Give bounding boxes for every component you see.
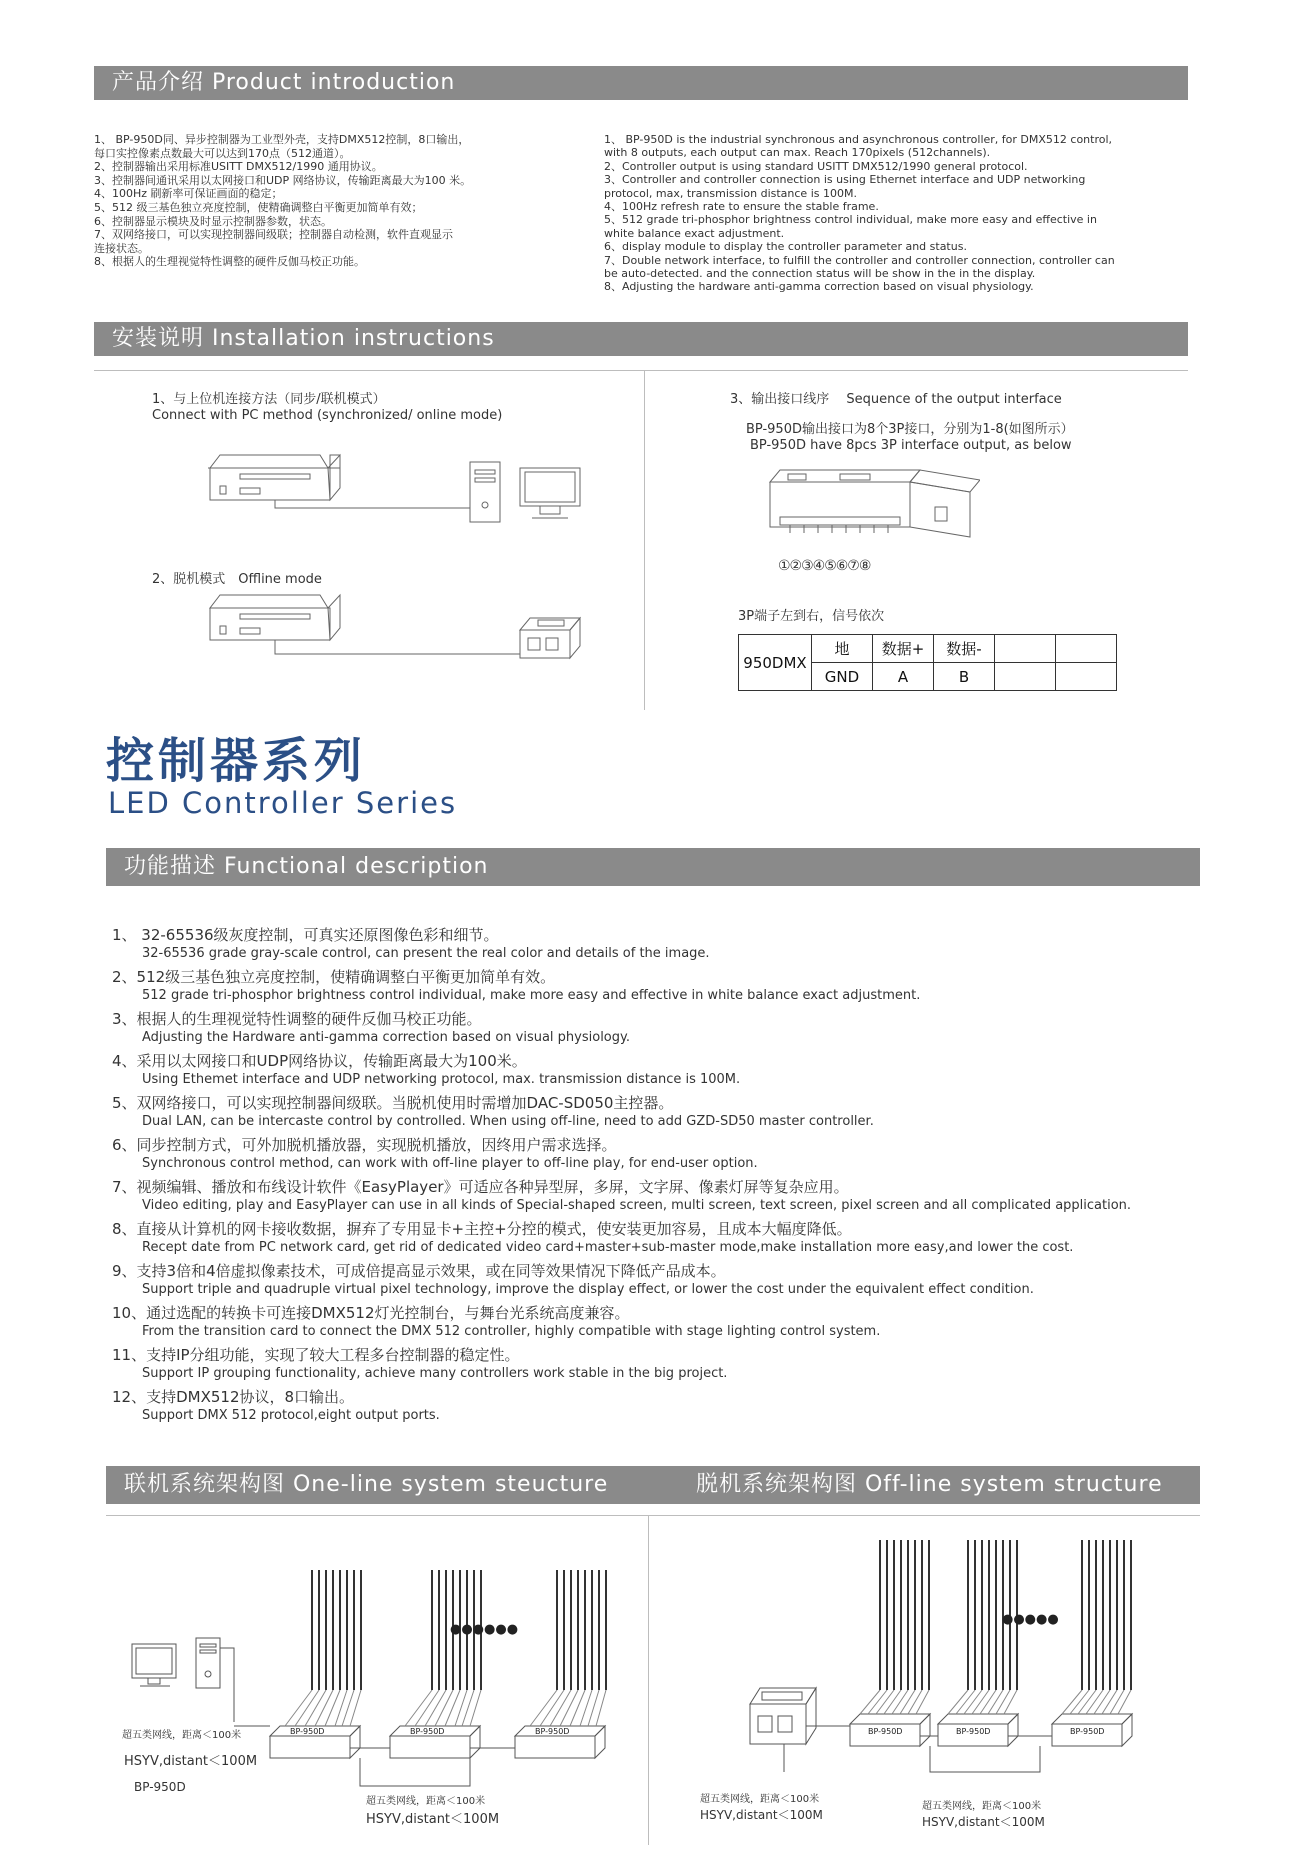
section-header-product-intro: 产品介绍 Product introduction xyxy=(94,66,1188,100)
intro-english-text xyxy=(604,133,1194,294)
intro-zh-line: 连接状态。 xyxy=(94,241,149,255)
pc-connection-zh: 1、与上位机连接方法（同步/联机模式） xyxy=(152,392,386,407)
divider xyxy=(106,1515,1200,1516)
feature-en: From the transition card to connect the DMX 512 controller, highly compatible with stage lighting control system. xyxy=(142,1324,881,1339)
intro-zh-line: 每口实控像素点数最大可以达到170点（512通道）。 xyxy=(94,146,351,160)
feature-zh: 3、根据人的生理视觉特性调整的硬件反伽马校正功能。 xyxy=(112,1010,482,1028)
controller-label: BP-950D xyxy=(410,1727,445,1736)
vertical-divider xyxy=(644,370,645,710)
intro-en-line: white balance exact adjustment. xyxy=(604,226,785,240)
feature-en: Synchronous control method, can work with off-line player to off-line play, for end-user option. xyxy=(142,1156,758,1171)
pin-assignment-table xyxy=(738,634,1117,691)
feature-en: Using Ethemet interface and UDP networking protocol, max. transmission distance is 100M. xyxy=(142,1072,741,1087)
intro-zh-line: 3、控制器间通讯采用以太网接口和UDP 网络协议，传输距离最大为100 米。 xyxy=(94,173,472,187)
intro-zh-line: 2、控制器输出采用标准USITT DMX512/1990 通用协议。 xyxy=(94,160,383,174)
feature-zh: 7、视频编辑、播放和布线设计软件《EasyPlayer》可适应各种异型屏，多屏，文字屏、像素灯屏等复杂应用。 xyxy=(112,1178,849,1196)
intro-en-line: protocol, max, transmission distance is 100M. xyxy=(604,186,857,200)
feature-zh: 6、同步控制方式，可外加脱机播放器，实现脱机播放，因终用户需求选择。 xyxy=(112,1136,617,1154)
online-system-diagram xyxy=(120,1550,620,1830)
table-cell: GND xyxy=(812,663,873,691)
feature-en: 512 grade tri-phosphor brightness control individual, make more easy and effective in white balance exact adjustment. xyxy=(142,988,921,1003)
controller-label: BP-950D xyxy=(535,1727,570,1736)
feature-en: Video editing, play and EasyPlayer can use in all kinds of Special-shaped screen, multi screen, text screen, pixel screen and all complicated application. xyxy=(142,1198,1132,1213)
model-label: BP-950D xyxy=(134,1780,186,1794)
table-cell xyxy=(995,635,1056,663)
intro-zh-line: 5、512 级三基色独立亮度控制，使精确调整白平衡更加简单有效； xyxy=(94,200,423,214)
terminal-note: 3P端子左到右，信号依次 xyxy=(738,609,885,624)
cable-note-en-2: HSYV,distant＜100M xyxy=(922,1815,1045,1829)
table-cell: 950DMX xyxy=(739,635,812,691)
continuation-dots: ●●●●● xyxy=(1002,1612,1059,1627)
continuation-dots: ●●●●●● xyxy=(450,1622,519,1637)
feature-en: Dual LAN, can be intercaste control by controlled. When using off-line, need to add GZD-SD50 master controller. xyxy=(142,1114,874,1129)
offline-structure-title: 脱机系统架构图 Off-line system structure xyxy=(696,1472,1163,1497)
table-cell: 数据- xyxy=(934,635,995,663)
table-cell: 地 xyxy=(812,635,873,663)
intro-en-line: 7、Double network interface, to fulfill the controller and controller connection, controller can xyxy=(604,253,1115,267)
feature-en: Recept date from PC network card, get rid of dedicated video card+master+sub-master mode,make installation more easy,and lower the cost. xyxy=(142,1240,1074,1255)
feature-en: Support IP grouping functionality, achieve many controllers work stable in the big project. xyxy=(142,1366,728,1381)
table-cell xyxy=(1056,635,1117,663)
feature-en: 32-65536 grade gray-scale control, can present the real color and details of the image. xyxy=(142,946,710,961)
feature-zh: 8、直接从计算机的网卡接收数据，摒弃了专用显卡+主控+分控的模式，使安装更加容易，且成本大幅度降低。 xyxy=(112,1220,852,1238)
cable-note-en: HSYV,distant＜100M xyxy=(124,1754,258,1769)
online-structure-title: 联机系统架构图 One-line system steucture xyxy=(124,1472,609,1497)
feature-en: Support triple and quadruple virtual pixel technology, improve the display effect, or lower the cost under the equivalent effect condition. xyxy=(142,1282,1034,1297)
table-cell: A xyxy=(873,663,934,691)
table-cell xyxy=(1056,663,1117,691)
controller-label: BP-950D xyxy=(1070,1727,1105,1736)
output-ports-diagram xyxy=(760,462,980,562)
feature-zh: 12、支持DMX512协议，8口输出。 xyxy=(112,1388,355,1406)
feature-zh: 2、512级三基色独立亮度控制，使精确调整白平衡更加简单有效。 xyxy=(112,968,556,986)
feature-zh: 9、支持3倍和4倍虚拟像素技术，可成倍提高显示效果，或在同等效果情况下降低产品成本。 xyxy=(112,1262,726,1280)
table-cell: B xyxy=(934,663,995,691)
cable-note-zh: 超五类网线，距离＜100米 xyxy=(122,1730,242,1741)
feature-zh: 5、双网络接口，可以实现控制器间级联。当脱机使用时需增加DAC-SD050主控器。 xyxy=(112,1094,674,1112)
intro-en-line: with 8 outputs, each output can max. Reach 170pixels (512channels). xyxy=(604,146,991,160)
feature-en: Adjusting the Hardware anti-gamma correction based on visual physiology. xyxy=(142,1030,630,1045)
divider xyxy=(94,370,1188,371)
intro-zh-line: 6、控制器显示模块及时显示控制器参数，状态。 xyxy=(94,214,332,228)
intro-en-line: 8、Adjusting the hardware anti-gamma correction based on visual physiology. xyxy=(604,280,1034,294)
offline-mode-label: 2、脱机模式 Offline mode xyxy=(152,572,322,587)
table-cell xyxy=(995,663,1056,691)
cable-note-en-2: HSYV,distant＜100M xyxy=(366,1812,500,1827)
controller-label: BP-950D xyxy=(868,1727,903,1736)
offline-system-diagram xyxy=(680,1530,1200,1810)
feature-zh: 4、采用以太网接口和UDP网络协议，传输距离最大为100米。 xyxy=(112,1052,527,1070)
cable-note-zh: 超五类网线，距离＜100米 xyxy=(700,1794,820,1805)
feature-zh: 1、 32-65536级灰度控制，可真实还原图像色彩和细节。 xyxy=(112,926,499,944)
intro-zh-line: 7、双网络接口，可以实现控制器间级联；控制器自动检测，软件直观显示 xyxy=(94,228,453,242)
intro-zh-line: 1、 BP-950D同、异步控制器为工业型外壳，支持DMX512控制，8口输出， xyxy=(94,133,470,146)
table-cell: 数据+ xyxy=(873,635,934,663)
feature-en: Support DMX 512 protocol,eight output ports. xyxy=(142,1408,440,1423)
controller-label: BP-950D xyxy=(290,1727,325,1736)
feature-zh: 10、通过选配的转换卡可连接DMX512灯光控制台，与舞台光系统高度兼容。 xyxy=(112,1304,630,1322)
vertical-divider xyxy=(648,1515,649,1845)
feature-zh: 11、支持IP分组功能，实现了较大工程多台控制器的稳定性。 xyxy=(112,1346,520,1364)
intro-chinese-text xyxy=(94,133,564,269)
series-title-en: LED Controller Series xyxy=(108,786,458,820)
output-sequence-en: BP-950D have 8pcs 3P interface output, as below xyxy=(750,438,1072,453)
controller-label: BP-950D xyxy=(956,1727,991,1736)
intro-en-line: 4、100Hz refresh rate to ensure the stable frame. xyxy=(604,200,879,214)
intro-zh-line: 4、100Hz 刷新率可保证画面的稳定； xyxy=(94,187,283,201)
intro-en-line: 5、512 grade tri-phosphor brightness control individual, make more easy and effective in xyxy=(604,213,1097,227)
series-title-zh: 控制器系列 xyxy=(106,733,367,789)
section-header-structure xyxy=(106,1466,1200,1504)
offline-mode-diagram xyxy=(180,590,590,680)
pc-connection-en: Connect with PC method (synchronized/ online mode) xyxy=(152,408,503,423)
output-sequence-title: 3、输出接口线序 Sequence of the output interface xyxy=(730,392,1062,407)
pc-connection-diagram xyxy=(180,450,590,550)
section-header-installation: 安装说明 Installation instructions xyxy=(94,322,1188,356)
intro-en-line: 2、Controller output is using standard USITT DMX512/1990 general protocol. xyxy=(604,159,1028,173)
intro-en-line: 1、 BP-950D is the industrial synchronous and asynchronous controller, for DMX512 control, xyxy=(604,133,1113,146)
cable-note-zh-2: 超五类网线，距离＜100米 xyxy=(366,1796,486,1807)
cable-note-en: HSYV,distant＜100M xyxy=(700,1808,823,1822)
intro-en-line: 6、display module to display the controller parameter and status. xyxy=(604,240,967,254)
intro-en-line: be auto-detected. and the connection status will be show in the in the display. xyxy=(604,267,1036,281)
output-sequence-zh: BP-950D输出接口为8个3P接口，分别为1-8(如图所示） xyxy=(746,422,1074,437)
table-row xyxy=(739,635,1117,663)
cable-note-zh-2: 超五类网线，距离＜100米 xyxy=(922,1801,1042,1812)
port-numbers: ①②③④⑤⑥⑦⑧ xyxy=(778,558,871,574)
section-header-functional: 功能描述 Functional description xyxy=(106,848,1200,886)
intro-en-line: 3、Controller and controller connection is using Ethernet interface and UDP networking xyxy=(604,173,1086,187)
intro-zh-line: 8、根据人的生理视觉特性调整的硬件反伽马校正功能。 xyxy=(94,255,365,269)
feature-list xyxy=(112,925,1212,1429)
